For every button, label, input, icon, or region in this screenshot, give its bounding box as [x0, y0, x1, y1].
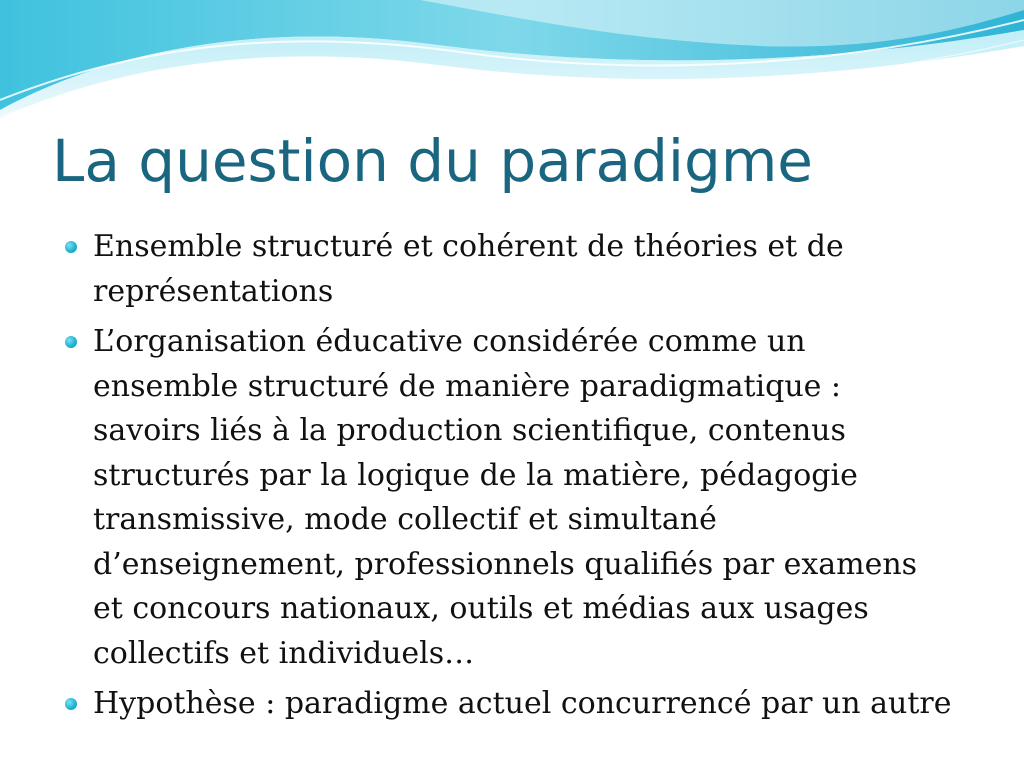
slide-title: La question du paradigme [52, 127, 813, 195]
bullet-item [62, 682, 952, 727]
bullet-text: Ensemble structuré et cohérent de théories et de représentations [93, 229, 844, 309]
bullet-list [62, 225, 952, 733]
bullet-dot-icon [65, 336, 77, 348]
bullet-text: Hypothèse : paradigme actuel concurrencé par un autre [93, 686, 952, 721]
wave-header-decoration [0, 0, 1024, 120]
bullet-text: L’organisation éducative considérée comme un ensemble structuré de manière paradigmatique : savoirs liés à la production scientifique, contenus structurés par la logique de la matière, pédagogie transmissive, mode collectif et simultané d’enseignement, professionnels qualifiés par examens et concours nationaux, outils et médias aux usages collectifs et individuels… [93, 324, 918, 671]
bullet-dot-icon [65, 698, 77, 710]
bullet-item [62, 225, 952, 314]
bullet-dot-icon [65, 241, 77, 253]
bullet-item [62, 320, 952, 676]
